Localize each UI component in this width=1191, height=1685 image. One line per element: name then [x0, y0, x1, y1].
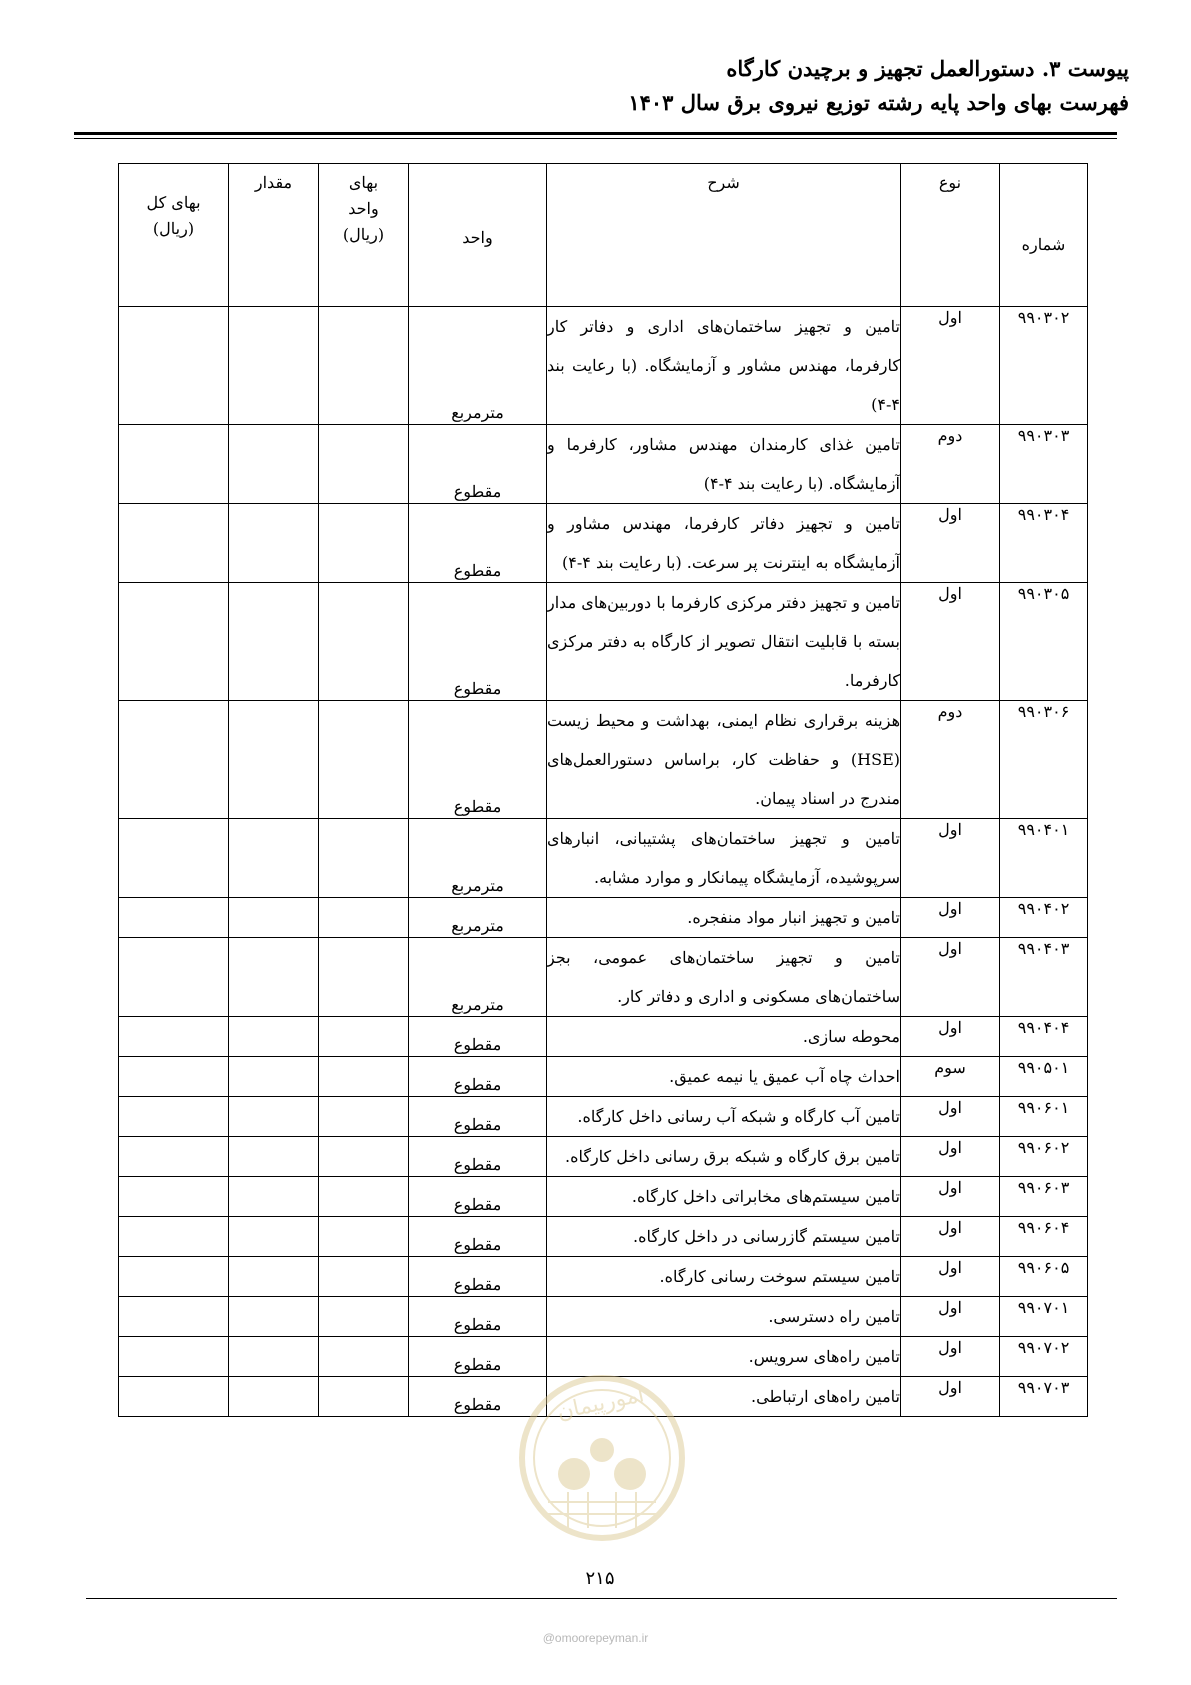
item-unit: مقطوع	[409, 701, 547, 819]
item-type: اول	[901, 1217, 1000, 1257]
item-quantity	[229, 1057, 319, 1097]
item-unit-price	[319, 1017, 409, 1057]
item-total-price	[119, 1297, 229, 1337]
item-unit: مقطوع	[409, 425, 547, 504]
item-type: اول	[901, 504, 1000, 583]
header-total-price	[119, 164, 229, 307]
item-number: ۹۹۰۵۰۱	[1000, 1057, 1088, 1097]
item-total-price	[119, 1137, 229, 1177]
item-unit: مقطوع	[409, 1057, 547, 1097]
item-unit: مقطوع	[409, 1217, 547, 1257]
item-description: تامین سیستم گازرسانی در داخل کارگاه.	[547, 1217, 901, 1257]
item-description: تامین سیستم‌های مخابراتی داخل کارگاه.	[547, 1177, 901, 1217]
item-description: هزینه برقراری نظام ایمنی، بهداشت و محیط زیست (HSE) و حفاظت کار، براساس دستورالعمل‌های مندرج در اسناد پیمان.	[547, 701, 901, 819]
item-number: ۹۹۰۷۰۳	[1000, 1377, 1088, 1417]
item-quantity	[229, 425, 319, 504]
item-type: اول	[901, 1297, 1000, 1337]
item-unit: مترمربع	[409, 898, 547, 938]
item-quantity	[229, 504, 319, 583]
item-unit-price	[319, 938, 409, 1017]
item-type: اول	[901, 938, 1000, 1017]
item-number: ۹۹۰۳۰۴	[1000, 504, 1088, 583]
item-number: ۹۹۰۶۰۴	[1000, 1217, 1088, 1257]
item-description: تامین راه‌های سرویس.	[547, 1337, 901, 1377]
item-description: محوطه سازی.	[547, 1017, 901, 1057]
item-quantity	[229, 1137, 319, 1177]
item-description: احداث چاه آب عمیق یا نیمه عمیق.	[547, 1057, 901, 1097]
item-description: تامین آب کارگاه و شبکه آب رسانی داخل کارگاه.	[547, 1097, 901, 1137]
item-unit-price	[319, 1217, 409, 1257]
item-total-price	[119, 1097, 229, 1137]
item-description: تامین و تجهیز ساختمان‌های عمومی، بجز ساختمان‌های مسکونی و اداری و دفاتر کار.	[547, 938, 901, 1017]
table-row	[119, 819, 1088, 898]
item-type: اول	[901, 819, 1000, 898]
item-quantity	[229, 583, 319, 701]
item-quantity	[229, 1017, 319, 1057]
item-number: ۹۹۰۳۰۲	[1000, 307, 1088, 425]
table-row	[119, 938, 1088, 1017]
item-unit: مقطوع	[409, 1177, 547, 1217]
item-type: اول	[901, 898, 1000, 938]
item-type: اول	[901, 1137, 1000, 1177]
item-quantity	[229, 819, 319, 898]
item-unit-price	[319, 1377, 409, 1417]
item-unit-price	[319, 1177, 409, 1217]
item-number: ۹۹۰۳۰۳	[1000, 425, 1088, 504]
item-number: ۹۹۰۶۰۱	[1000, 1097, 1088, 1137]
item-unit: مترمربع	[409, 307, 547, 425]
item-description: تامین غذای کارمندان مهندس مشاور، کارفرما و آزمایشگاه. (با رعایت بند ۴-۴)	[547, 425, 901, 504]
table-row	[119, 898, 1088, 938]
table-body	[119, 307, 1088, 1417]
item-unit-price	[319, 701, 409, 819]
item-type: اول	[901, 307, 1000, 425]
item-description: تامین و تجهیز انبار مواد منفجره.	[547, 898, 901, 938]
table-row	[119, 1057, 1088, 1097]
page-number: ۲۱۵	[585, 1568, 615, 1589]
item-unit-price	[319, 1137, 409, 1177]
price-items-table	[118, 163, 1088, 1417]
item-unit-price	[319, 898, 409, 938]
item-unit: مقطوع	[409, 1337, 547, 1377]
item-quantity	[229, 1097, 319, 1137]
item-description: تامین و تجهیز ساختمان‌های اداری و دفاتر کار کارفرما، مهندس مشاور و آزمایشگاه. (با رعایت بند ۴-۴)	[547, 307, 901, 425]
item-unit: مقطوع	[409, 1257, 547, 1297]
table-row	[119, 425, 1088, 504]
footer-rule	[86, 1598, 1117, 1599]
item-total-price	[119, 583, 229, 701]
item-number: ۹۹۰۴۰۲	[1000, 898, 1088, 938]
item-unit: مقطوع	[409, 1297, 547, 1337]
item-quantity	[229, 1257, 319, 1297]
table-row	[119, 504, 1088, 583]
header-quantity: مقدار	[229, 164, 319, 307]
item-description: تامین و تجهیز دفاتر کارفرما، مهندس مشاور و آزمایشگاه به اینترنت پر سرعت. (با رعایت بند ۴-۴)	[547, 504, 901, 583]
header-rule-thin	[74, 138, 1117, 139]
header-total-price-label: بهای کل (ریال)	[146, 193, 201, 238]
table-row	[119, 1177, 1088, 1217]
table-header-row	[119, 164, 1088, 307]
item-quantity	[229, 307, 319, 425]
item-unit-price	[319, 1297, 409, 1337]
item-description: تامین برق کارگاه و شبکه برق رسانی داخل کارگاه.	[547, 1137, 901, 1177]
header-number: شماره	[1000, 164, 1088, 307]
item-type: اول	[901, 1017, 1000, 1057]
item-number: ۹۹۰۴۰۱	[1000, 819, 1088, 898]
header-unit-price	[319, 164, 409, 307]
item-description: تامین راه دسترسی.	[547, 1297, 901, 1337]
item-total-price	[119, 1017, 229, 1057]
item-description: تامین راه‌های ارتباطی.	[547, 1377, 901, 1417]
item-description: تامین و تجهیز ساختمان‌های پشتیبانی، انبارهای سرپوشیده، آزمایشگاه پیمانکار و موارد مشابه.	[547, 819, 901, 898]
item-quantity	[229, 1217, 319, 1257]
table-row	[119, 307, 1088, 425]
table-row	[119, 583, 1088, 701]
item-unit-price	[319, 1057, 409, 1097]
item-type: دوم	[901, 425, 1000, 504]
item-total-price	[119, 701, 229, 819]
item-unit: مترمربع	[409, 938, 547, 1017]
item-unit-price	[319, 1257, 409, 1297]
item-total-price	[119, 1377, 229, 1417]
table-row	[119, 1297, 1088, 1337]
item-type: اول	[901, 1377, 1000, 1417]
item-total-price	[119, 1217, 229, 1257]
item-description: تامین سیستم سوخت رسانی کارگاه.	[547, 1257, 901, 1297]
item-number: ۹۹۰۴۰۳	[1000, 938, 1088, 1017]
table-row	[119, 1097, 1088, 1137]
item-quantity	[229, 1177, 319, 1217]
item-quantity	[229, 1377, 319, 1417]
item-number: ۹۹۰۷۰۲	[1000, 1337, 1088, 1377]
item-type: اول	[901, 1337, 1000, 1377]
item-total-price	[119, 425, 229, 504]
item-unit: مقطوع	[409, 1137, 547, 1177]
item-description: تامین و تجهیز دفتر مرکزی کارفرما با دوربین‌های مدار بسته با قابلیت انتقال تصویر از کارگاه به دفتر مرکزی کارفرما.	[547, 583, 901, 701]
item-total-price	[119, 898, 229, 938]
item-total-price	[119, 1337, 229, 1377]
item-quantity	[229, 1337, 319, 1377]
item-number: ۹۹۰۳۰۵	[1000, 583, 1088, 701]
item-unit-price	[319, 583, 409, 701]
table-row	[119, 1017, 1088, 1057]
header-unit-price-label: بهای واحد (ریال)	[342, 173, 385, 244]
item-total-price	[119, 1257, 229, 1297]
page-header	[628, 54, 1129, 118]
item-total-price	[119, 1177, 229, 1217]
item-total-price	[119, 938, 229, 1017]
website-watermark: @omoorepeyman.ir	[542, 1631, 649, 1645]
item-total-price	[119, 307, 229, 425]
item-quantity	[229, 701, 319, 819]
appendix-title: پیوست ۳. دستورالعمل تجهیز و برچیدن کارگاه	[726, 56, 1129, 81]
watermark-brand: امورپیمان	[554, 1382, 647, 1426]
item-number: ۹۹۰۷۰۱	[1000, 1297, 1088, 1337]
table-row	[119, 1257, 1088, 1297]
item-type: اول	[901, 583, 1000, 701]
item-unit: مقطوع	[409, 1017, 547, 1057]
item-type: اول	[901, 1177, 1000, 1217]
item-unit: مقطوع	[409, 1377, 547, 1417]
item-unit: مقطوع	[409, 504, 547, 583]
header-description: شرح	[547, 164, 901, 307]
item-quantity	[229, 898, 319, 938]
table-row	[119, 1217, 1088, 1257]
item-unit-price	[319, 1097, 409, 1137]
item-number: ۹۹۰۴۰۴	[1000, 1017, 1088, 1057]
item-unit-price	[319, 819, 409, 898]
item-total-price	[119, 1057, 229, 1097]
item-total-price	[119, 819, 229, 898]
header-type: نوع	[901, 164, 1000, 307]
item-type: اول	[901, 1097, 1000, 1137]
item-type: اول	[901, 1257, 1000, 1297]
item-number: ۹۹۰۶۰۳	[1000, 1177, 1088, 1217]
price-list-title: فهرست بهای واحد پایه رشته توزیع نیروی برق سال ۱۴۰۳	[628, 90, 1129, 115]
item-unit-price	[319, 307, 409, 425]
item-total-price	[119, 504, 229, 583]
table-row	[119, 701, 1088, 819]
item-type: دوم	[901, 701, 1000, 819]
item-unit: مترمربع	[409, 819, 547, 898]
item-number: ۹۹۰۶۰۵	[1000, 1257, 1088, 1297]
item-number: ۹۹۰۶۰۲	[1000, 1137, 1088, 1177]
watermark-logo	[518, 1362, 686, 1562]
item-unit: مقطوع	[409, 1097, 547, 1137]
item-quantity	[229, 938, 319, 1017]
item-number: ۹۹۰۳۰۶	[1000, 701, 1088, 819]
item-unit: مقطوع	[409, 583, 547, 701]
item-unit-price	[319, 1337, 409, 1377]
header-unit: واحد	[409, 164, 547, 307]
item-type: سوم	[901, 1057, 1000, 1097]
header-rule-thick	[74, 132, 1117, 135]
table-row	[119, 1137, 1088, 1177]
item-quantity	[229, 1297, 319, 1337]
item-unit-price	[319, 504, 409, 583]
item-unit-price	[319, 425, 409, 504]
